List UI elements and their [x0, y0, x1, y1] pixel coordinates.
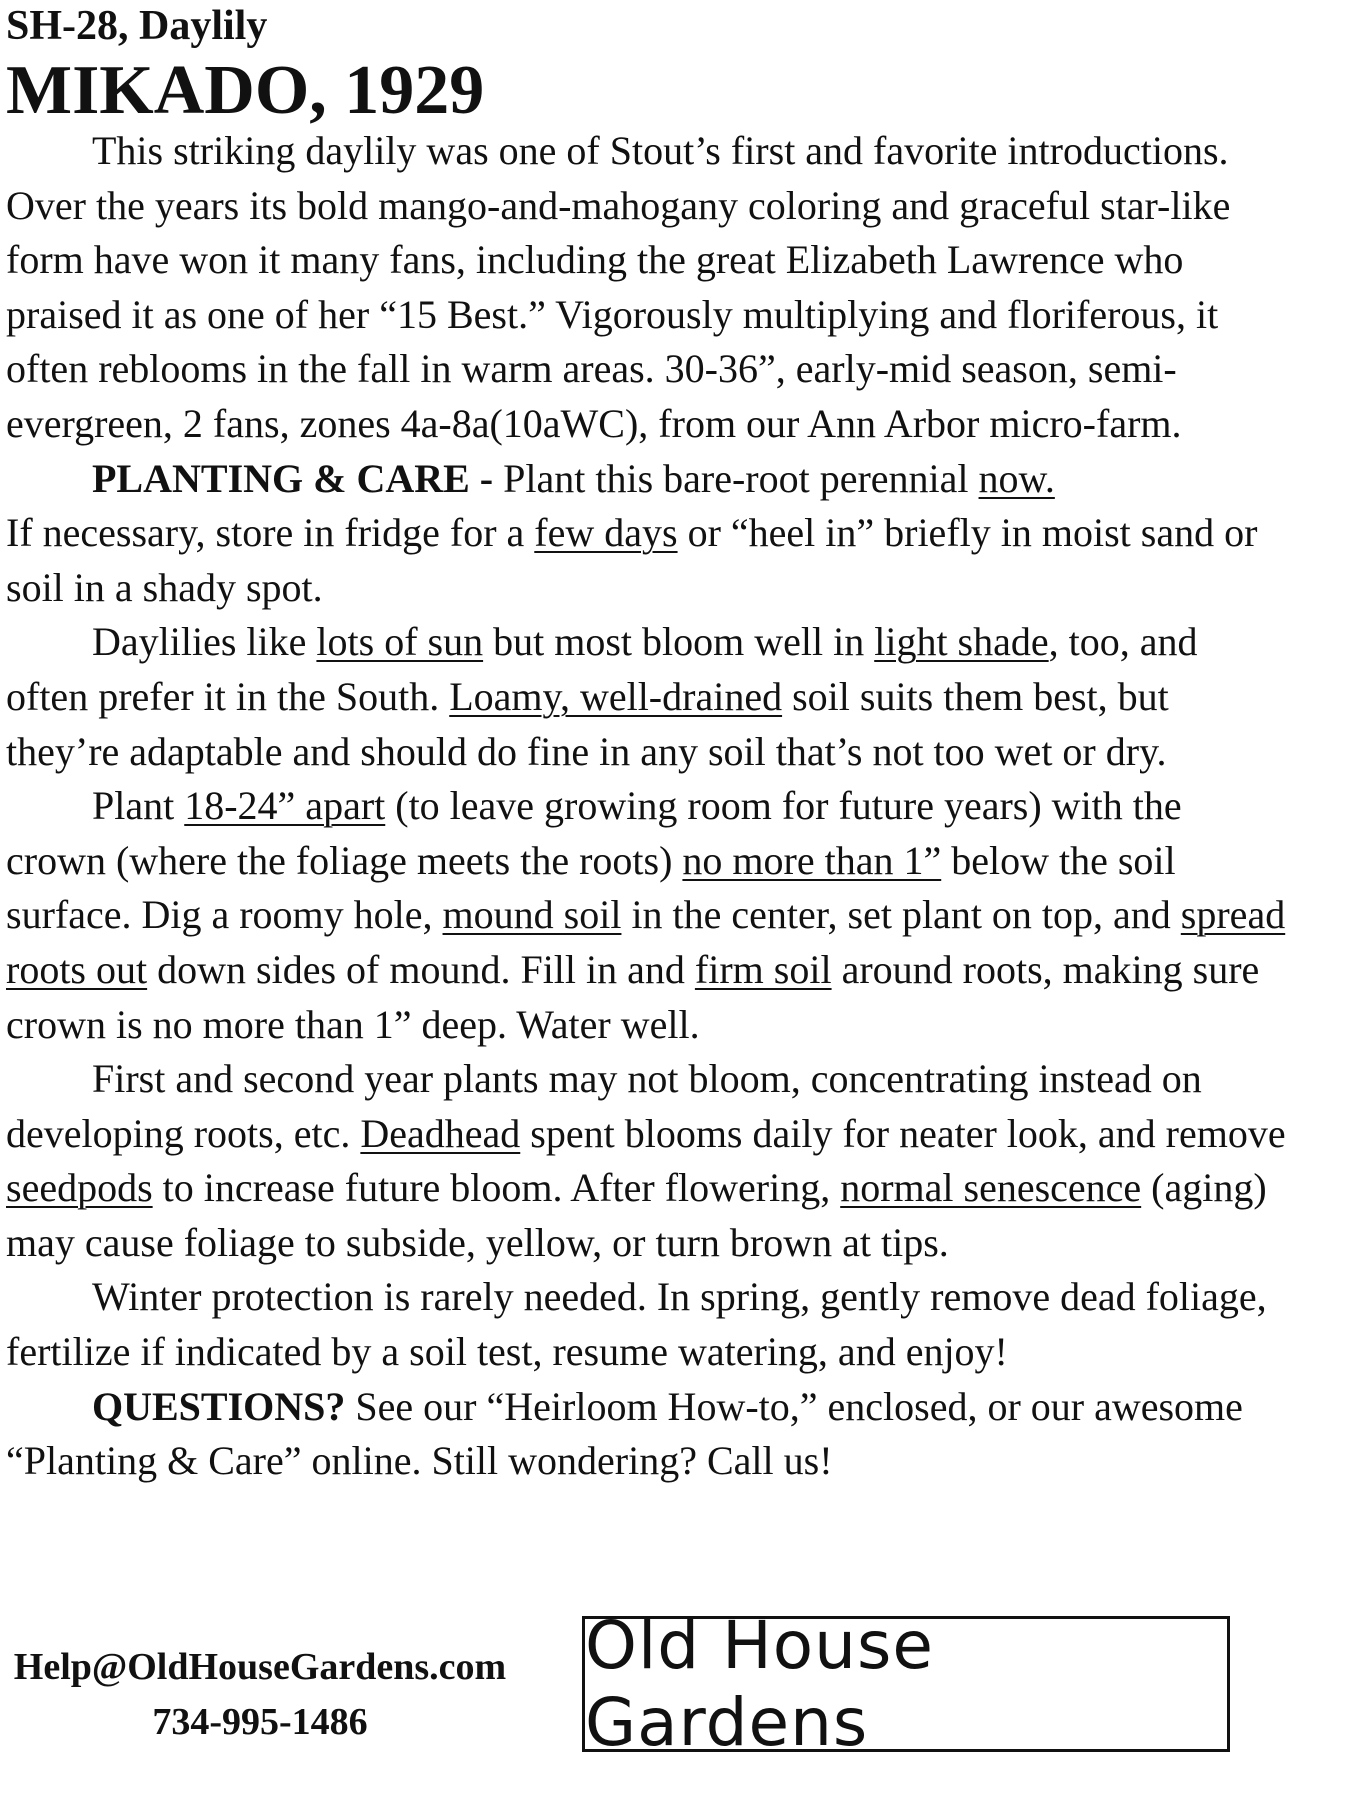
- bloom-paragraph: [6, 1052, 1286, 1270]
- plant-text-d: in the center, set plant on top, and: [621, 892, 1181, 938]
- sun-lots-of-sun: lots of sun: [316, 619, 484, 665]
- phone-number: 734-995-1486: [152, 1701, 368, 1743]
- bloom-text-d: (aging) may cause foliage to subside, yellow, or turn brown at tips.: [6, 1165, 1267, 1265]
- sun-text-c: , too, and often prefer it in the South.: [6, 619, 1198, 719]
- sun-text-b: but most bloom well in: [483, 619, 875, 665]
- planting-heading: PLANTING & CARE -: [92, 455, 494, 501]
- storage-paragraph: [6, 506, 1286, 615]
- email-link[interactable]: Help@OldHouseGardens.com: [13, 1646, 507, 1688]
- planting-paragraph: [6, 452, 1286, 507]
- plant-text-e: down sides of mound. Fill in and: [147, 946, 695, 992]
- plant-paragraph: [6, 779, 1286, 1052]
- plant-text-b: (to leave growing room for future years) with the crown (where the foliage meets the roots): [6, 783, 1182, 883]
- sun-text-d: soil suits them best, but they’re adaptable and should do fine in any soil that’s not too wet or dry.: [6, 673, 1169, 774]
- logo-text: Old House Gardens: [585, 1607, 934, 1761]
- bloom-senescence: normal senescence: [840, 1165, 1142, 1211]
- questions-paragraph: [6, 1380, 1286, 1489]
- plant-spread: spread roots out: [6, 892, 1286, 992]
- questions-heading: QUESTIONS?: [92, 1383, 346, 1429]
- description-paragraph: This striking daylily was one of Stout’s first and favorite introductions. Over the years its bold mango-and-mahogany coloring and graceful star-like form have won it many fans, including the great Elizabeth Lawrence who praised it as one of her “15 Best.” Vigorously multiplying and floriferous, it often reblooms in the fall in warm areas. 30-36”, early-mid season, semi-evergreen, 2 fans, zones 4a-8a(10aWC), from our Ann Arbor micro-farm.: [6, 128, 1231, 446]
- body-text: [6, 124, 1286, 1489]
- bloom-seedpods: seedpods: [6, 1165, 153, 1211]
- care-sheet: [6, 0, 1286, 1489]
- storage-few-days: few days: [534, 510, 678, 556]
- sun-light-shade: light shade: [874, 619, 1049, 665]
- contact-block: [10, 1640, 510, 1750]
- planting-intro: Plant this bare-root perennial: [493, 455, 979, 501]
- logo: [582, 1607, 1230, 1761]
- sun-paragraph: [6, 615, 1286, 779]
- storage-text-b: or “heel in” briefly in moist sand or soil in a shady spot.: [6, 510, 1258, 610]
- plant-mound: mound soil: [442, 892, 622, 938]
- footer: [0, 1607, 1350, 1761]
- plant-firm: firm soil: [694, 946, 832, 992]
- winter-paragraph: Winter protection is rarely needed. In spring, gently remove dead foliage, fertilize if indicated by a soil test, resume watering, and enjoy!: [6, 1274, 1267, 1375]
- bloom-text-a: First and second year plants may not bloom, concentrating instead on developing roots, etc.: [6, 1056, 1202, 1156]
- planting-now: now.: [978, 455, 1055, 501]
- questions-text: See our “Heirloom How-to,” enclosed, or our awesome “Planting & Care” online. Still wondering? Call us!: [6, 1383, 1243, 1484]
- sun-loamy: Loamy, well-drained: [449, 673, 783, 719]
- item-code: SH-28, Daylily: [6, 3, 268, 49]
- plant-text-a: Plant: [92, 783, 185, 829]
- page-title: MIKADO, 1929: [6, 52, 485, 129]
- sun-text-a: Daylilies like: [92, 619, 317, 665]
- plant-text-c: below the soil surface. Dig a roomy hole,: [6, 837, 1176, 938]
- storage-text-a: If necessary, store in fridge for a: [6, 510, 535, 556]
- bloom-text-b: spent blooms daily for neater look, and remove: [520, 1110, 1286, 1156]
- bloom-deadhead: Deadhead: [360, 1110, 521, 1156]
- bloom-text-c: to increase future bloom. After flowering,: [152, 1165, 841, 1211]
- plant-depth: no more than 1”: [682, 837, 942, 883]
- plant-text-f: around roots, making sure crown is no more than 1” deep. Water well.: [6, 946, 1260, 1047]
- plant-apart: 18-24” apart: [184, 783, 386, 829]
